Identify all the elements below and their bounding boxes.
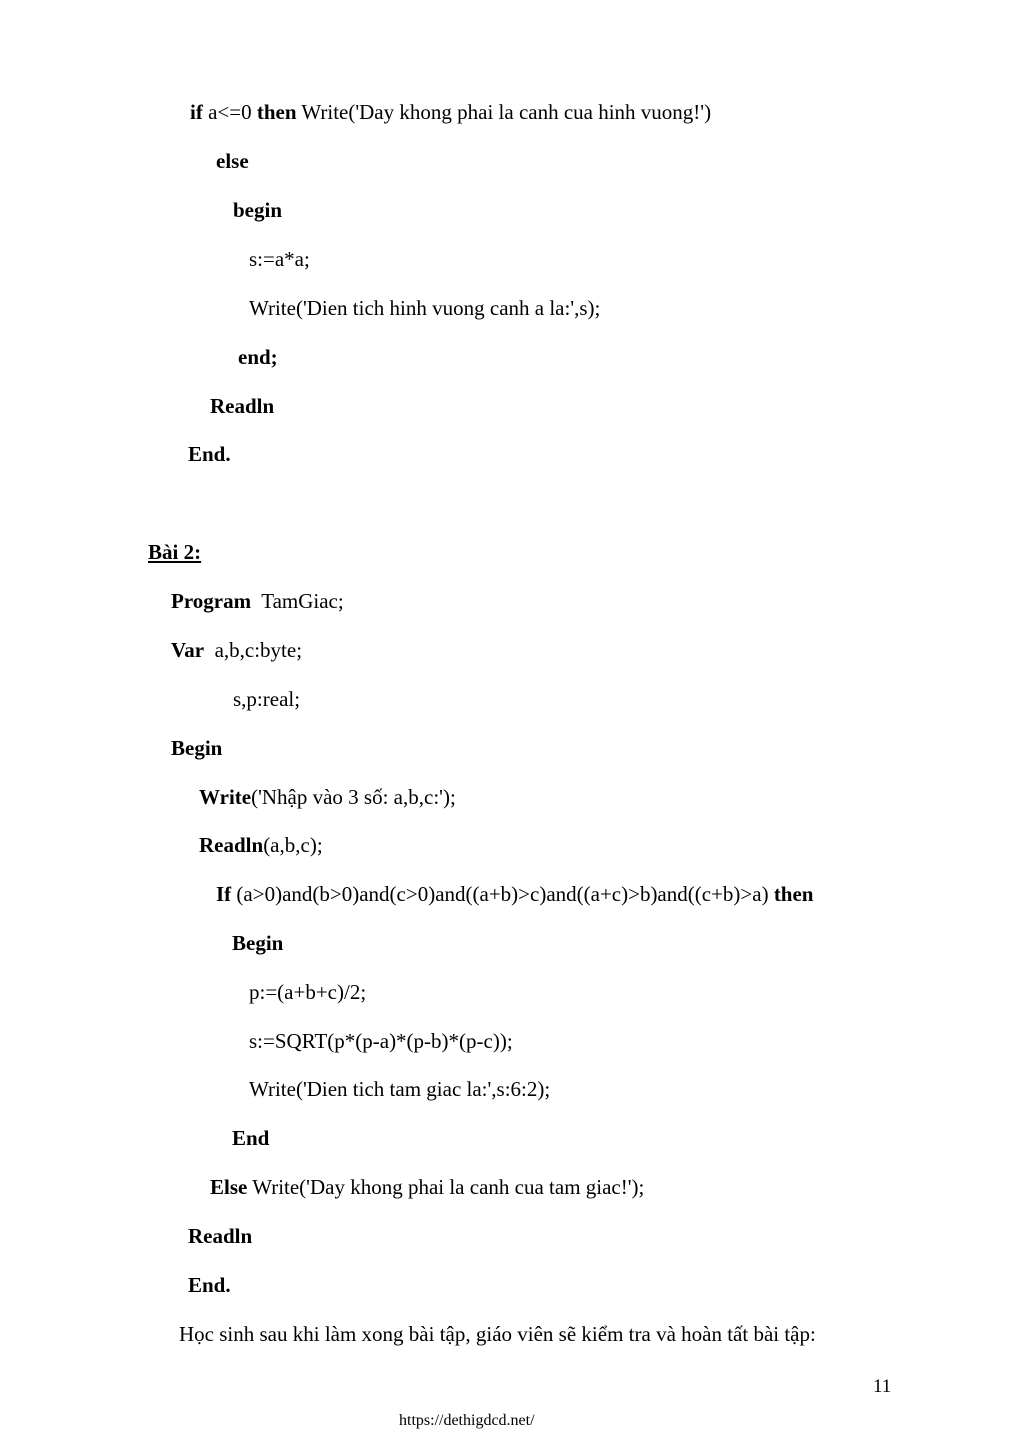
closing-paragraph: Học sinh sau khi làm xong bài tập, giáo viên sẽ kiểm tra và hoàn tất bài tập: <box>179 1322 816 1346</box>
code-line-begin: begin <box>233 198 283 222</box>
code-line-var-real: s,p:real; <box>233 687 301 711</box>
write-args: ('Nhập vào 3 số: a,b,c:'); <box>251 785 456 809</box>
code-line-inner-end: End <box>232 1126 270 1150</box>
section-heading: Bài 2: <box>148 540 202 564</box>
keyword-write: Write <box>199 785 252 809</box>
code-line-assign-s: s:=SQRT(p*(p-a)*(p-b)*(p-c)); <box>249 1029 513 1053</box>
keyword-program: Program <box>171 589 252 613</box>
code-line-readln <box>199 832 323 858</box>
code-line-else: else <box>216 149 249 173</box>
readln-args: (a,b,c); <box>263 833 323 857</box>
code-line-write-prompt <box>199 784 456 810</box>
code-line-end-program: End. <box>188 442 231 466</box>
else-write: Write('Day khong phai la canh cua tam giac!'); <box>247 1175 645 1199</box>
code-line-end-program: End. <box>188 1273 231 1297</box>
code-line-begin: Begin <box>171 736 223 760</box>
code-line-write-area: Write('Dien tich tam giac la:',s:6:2); <box>249 1077 551 1101</box>
code-line-else <box>210 1174 644 1200</box>
page-number: 11 <box>873 1376 892 1397</box>
code-line-if <box>190 99 711 125</box>
keyword-else: Else <box>210 1175 248 1199</box>
code-line-end: end; <box>238 345 278 369</box>
keyword-then: then <box>256 100 297 124</box>
keyword-var: Var <box>171 638 205 662</box>
code-line-readln-end: Readln <box>188 1224 253 1248</box>
code-line-inner-begin: Begin <box>232 931 284 955</box>
if-condition: a<=0 <box>202 100 257 124</box>
code-line-assign-s: s:=a*a; <box>249 247 310 271</box>
code-line-write-area: Write('Dien tich hinh vuong canh a la:',s); <box>249 296 601 320</box>
if-condition: (a>0)and(b>0)and(c>0)and((a+b)>c)and((a+c)>b)and((c+b)>a) <box>231 882 774 906</box>
keyword-then: then <box>773 882 814 906</box>
footer-url: https://dethigdcd.net/ <box>399 1412 535 1429</box>
code-line-program <box>171 588 344 614</box>
write-statement: Write('Day khong phai la canh cua hinh vuong!') <box>296 100 712 124</box>
code-line-assign-p: p:=(a+b+c)/2; <box>249 980 367 1004</box>
code-line-readln: Readln <box>210 394 275 418</box>
keyword-if: if <box>190 100 203 124</box>
var-declaration: a,b,c:byte; <box>204 638 303 662</box>
program-name: TamGiac; <box>251 589 344 613</box>
keyword-if: If <box>216 882 232 906</box>
code-line-if <box>216 881 814 907</box>
keyword-readln: Readln <box>199 833 264 857</box>
code-line-var <box>171 637 302 663</box>
